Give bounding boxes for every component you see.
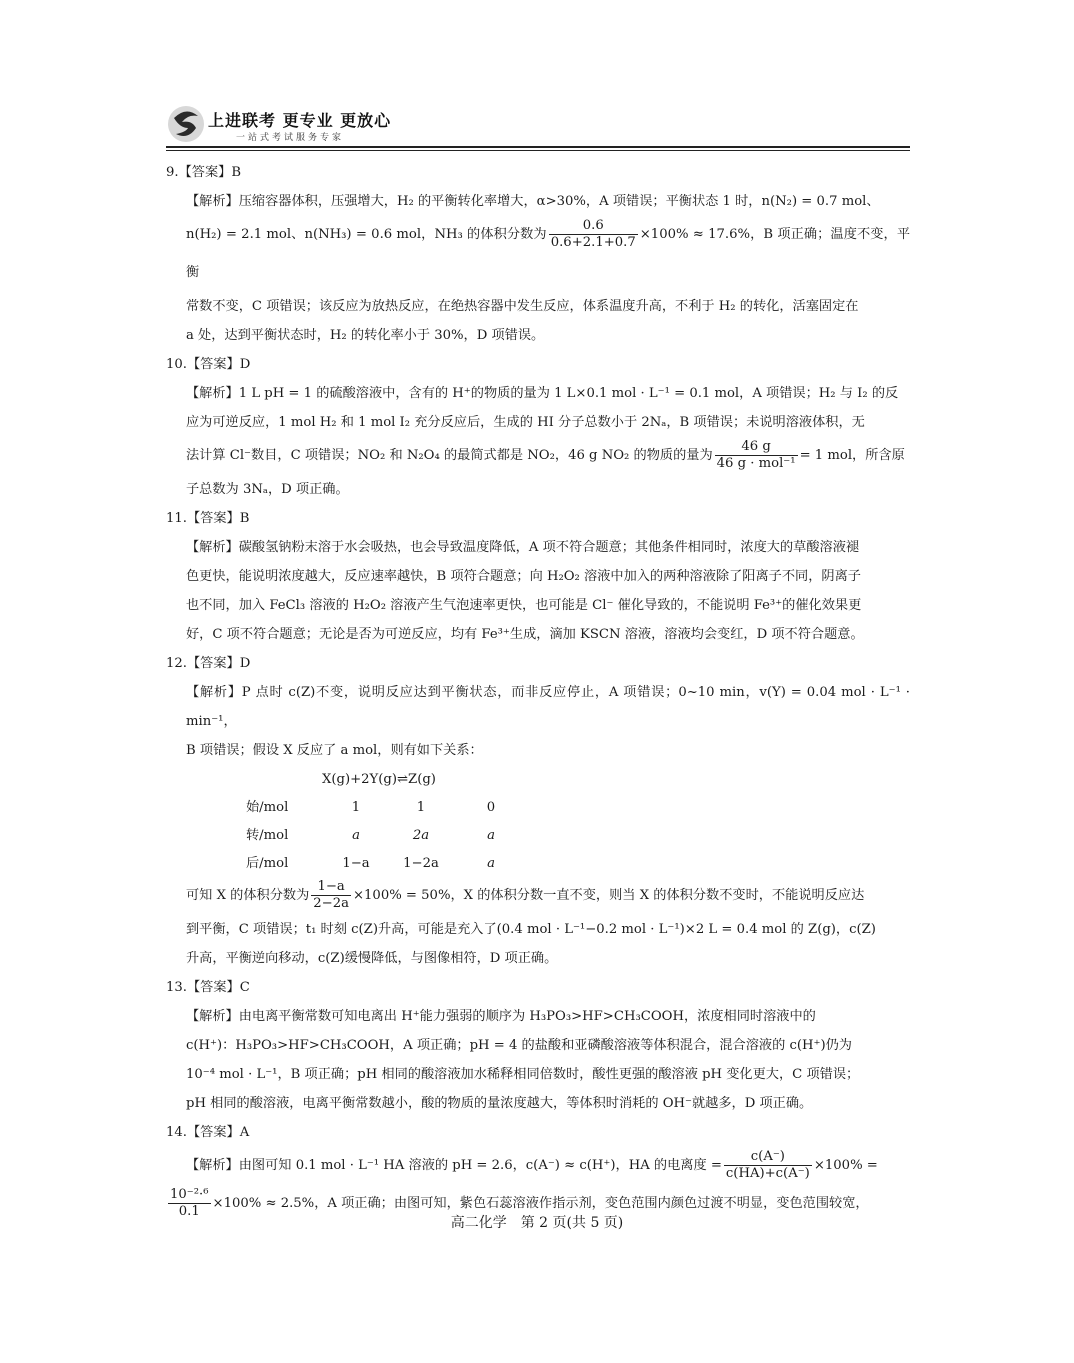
table-cell: 1 [351, 799, 361, 815]
answer-content [166, 158, 910, 1223]
question-11 [166, 504, 910, 649]
analysis-10 [166, 379, 910, 504]
analysis-text: 【解析】由图可知 0.1 mol · L⁻¹ HA 溶液的 pH = 2.6，c(A⁻) ≈ c(H⁺)，HA 的电离度 = [186, 1158, 722, 1173]
analysis-line [186, 216, 910, 292]
analysis-line: B 项错误；假设 X 反应了 a mol，则有如下关系： [186, 743, 483, 758]
fraction-denominator: 0.6+2.1+0.7 [550, 235, 636, 250]
cell-value: a [487, 855, 495, 871]
page-footer: 高二化学 第 2 页(共 5 页) [450, 1215, 624, 1231]
table-row [246, 849, 910, 877]
logo-icon [166, 104, 206, 144]
analysis-text: ×100% = [813, 1158, 878, 1173]
table-row [246, 793, 910, 821]
table-cell [386, 821, 456, 850]
analysis-line: 好，C 项不符合题意；无论是否为可逆反应，均有 Fe³⁺生成，滴加 KSCN 溶液，溶液均会变红，D 项不符合题意。 [186, 627, 864, 642]
analysis-text: 法计算 Cl⁻数目，C 项错误；NO₂ 和 N₂O₄ 的最简式都是 NO₂，46 g NO₂ 的物质的量为 [186, 448, 713, 463]
table-row [246, 821, 910, 849]
analysis-text: ×100% ≈ 17.6%，B 项正确；温度不变，平衡 [186, 227, 911, 280]
fraction-numerator: c(A⁻) [724, 1149, 812, 1166]
cell-value: a [352, 827, 360, 843]
table-cell: 后/mol [246, 855, 289, 871]
answer-12: 12.【答案】D [166, 656, 251, 671]
table-cell [456, 849, 526, 878]
analysis-line: 【解析】P 点时 c(Z)不变，说明反应达到平衡状态，而非反应停止，A 项错误；0~10 min，v(Y) = 0.04 mol · L⁻¹ · min⁻¹， [186, 685, 910, 729]
analysis-text: ×100% ≈ 2.5%，A 项正确；由图可知，紫色石蕊溶液作指示剂，变色范围内颜色过渡不明显，变色范围较宽， [212, 1196, 869, 1211]
analysis-line: 升高，平衡逆向移动，c(Z)缓慢降低，与图像相符，D 项正确。 [186, 951, 558, 966]
analysis-line: 也不同，加入 FeCl₃ 溶液的 H₂O₂ 溶液产生气泡速率更快，也可能是 Cl⁻ 催化导致的，不能说明 Fe³⁺的催化效果更 [186, 598, 862, 613]
answer-11: 11.【答案】B [166, 511, 250, 526]
analysis-line: 应为可逆反应，1 mol H₂ 和 1 mol I₂ 充分反应后，生成的 HI 分子总数小于 2Nₐ，B 项错误；未说明溶液体积，无 [186, 415, 865, 430]
analysis-line: pH 相同的酸溶液，电离平衡常数越小，酸的物质的量浓度越大，等体积时消耗的 OH⁻就越多，D 项正确。 [186, 1096, 813, 1111]
analysis-line [186, 1147, 910, 1185]
answer-10: 10.【答案】D [166, 357, 251, 372]
analysis-line: a 处，达到平衡状态时，H₂ 的转化率小于 30%，D 项错误。 [186, 328, 545, 343]
analysis-text: n(H₂) = 2.1 mol、n(NH₃) = 0.6 mol，NH₃ 的体积分数为 [186, 227, 547, 242]
question-10 [166, 350, 910, 504]
fraction [549, 218, 638, 251]
header-rule-thin [166, 150, 910, 151]
fraction-denominator: c(HA)+c(A⁻) [725, 1166, 810, 1181]
analysis-line: 【解析】碳酸氢钠粉末溶于水会吸热，也会导致温度降低，A 项不符合题意；其他条件相同时，浓度大的草酸溶液褪 [186, 540, 860, 555]
table-cell: 1 [416, 799, 426, 815]
analysis-9 [166, 187, 910, 350]
analysis-line: 【解析】压缩容器体积，压强增大，H₂ 的平衡转化率增大，α>30%，A 项错误；平衡状态 1 时，n(N₂) = 0.7 mol、 [186, 194, 880, 209]
analysis-line: 【解析】1 L pH = 1 的硫酸溶液中，含有的 H⁺的物质的量为 1 L×0.1 mol · L⁻¹ = 0.1 mol，A 项错误；H₂ 与 I₂ 的反 [186, 386, 899, 401]
analysis-text: = 1 mol，所含原 [799, 448, 905, 463]
analysis-line: 子总数为 3Nₐ，D 项正确。 [186, 482, 349, 497]
fraction-denominator: 0.1 [178, 1204, 200, 1219]
cell-value: a [487, 827, 495, 843]
fraction-numerator: 10⁻²·⁶ [170, 1187, 209, 1202]
fraction-denominator: 2−2a [313, 896, 349, 911]
table-cell: 始/mol [246, 799, 289, 815]
header-slogan: 上进联考 更专业 更放心 [208, 111, 392, 130]
analysis-12 [166, 678, 910, 973]
answer-14: 14.【答案】A [166, 1125, 250, 1140]
fraction [715, 439, 798, 472]
header-rule [166, 146, 910, 148]
fraction [311, 879, 351, 912]
analysis-line: c(H⁺)：H₃PO₃>HF>CH₃COOH，A 项正确；pH = 4 的盐酸和亚磷酸溶液等体积混合，混合溶液的 c(H⁺)仍为 [186, 1038, 852, 1053]
analysis-line [186, 877, 910, 915]
table-cell: 1−2a [403, 855, 439, 871]
table-cell: 0 [486, 799, 496, 815]
analysis-line: 【解析】由电离平衡常数可知电离出 H⁺能力强弱的顺序为 H₃PO₃>HF>CH₃COOH，浓度相同时溶液中的 [186, 1009, 816, 1024]
cell-value: 2a [412, 827, 430, 843]
fraction-numerator: 1−a [311, 879, 351, 896]
table-cell: 转/mol [246, 827, 289, 843]
analysis-line: 10⁻⁴ mol · L⁻¹，B 项正确；pH 相同的酸溶液加水稀释相同倍数时，酸性更强的酸溶液 pH 变化更大，C 项错误； [186, 1067, 860, 1082]
analysis-11 [166, 533, 910, 649]
table-cell [456, 821, 526, 850]
equilibrium-table [246, 765, 910, 877]
question-9 [166, 158, 910, 350]
fraction [724, 1149, 812, 1182]
answer-13: 13.【答案】C [166, 980, 250, 995]
analysis-line: 到平衡，C 项错误；t₁ 时刻 c(Z)升高，可能是充入了(0.4 mol · L⁻¹−0.2 mol · L⁻¹)×2 L = 0.4 mol 的 Z(g)，c(Z) [186, 922, 876, 937]
fraction-denominator: 46 g · mol⁻¹ [716, 456, 796, 471]
analysis-line [186, 437, 910, 475]
analysis-line: 常数不变，C 项错误；该反应为放热反应，在绝热容器中发生反应，体系温度升高，不利于 H₂ 的转化，活塞固定在 [186, 299, 859, 314]
table-cell [326, 821, 386, 850]
answer-9: 9.【答案】B [166, 165, 242, 180]
analysis-13 [166, 1002, 910, 1118]
fraction-numerator: 0.6 [549, 218, 638, 235]
analysis-line: 色更快，能说明浓度越大，反应速率越快，B 项符合题意；向 H₂O₂ 溶液中加入的两种溶液除了阳离子不同，阴离子 [186, 569, 861, 584]
analysis-text: 可知 X 的体积分数为 [186, 888, 310, 903]
table-cell: 1−a [342, 855, 370, 871]
question-12 [166, 649, 910, 973]
analysis-text: ×100% = 50%，X 的体积分数一直不变，则当 X 的体积分数不变时，不能说明反应达 [352, 888, 865, 903]
fraction-numerator: 46 g [715, 439, 798, 456]
question-14 [166, 1118, 910, 1223]
header-tagline: 一站式考试服务专家 [236, 133, 345, 143]
reaction-equation: X(g)+2Y(g)⇌Z(g) [322, 771, 436, 787]
question-13 [166, 973, 910, 1118]
